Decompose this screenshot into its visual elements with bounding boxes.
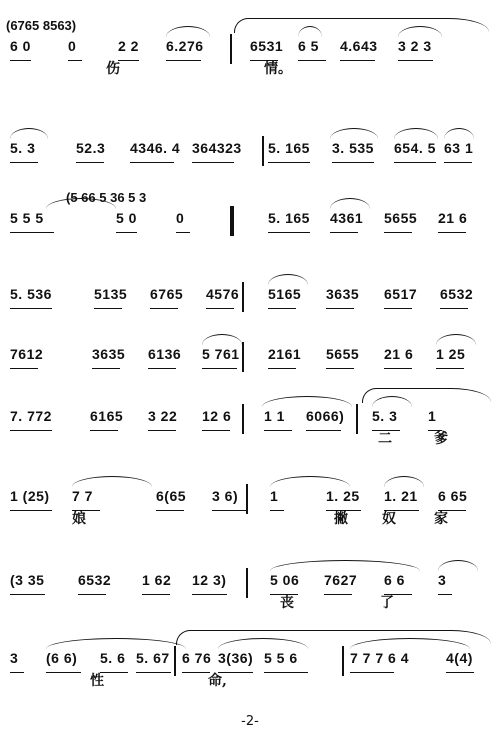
note-group: 5655 [326,346,360,362]
note-group: 7 7 [72,488,93,504]
note-group: 5. 536 [10,286,52,302]
instrumental-intro: (5 66 5 36 5 3 [66,190,147,205]
note-group: 6531 [250,38,284,54]
lyrics-row [6,58,494,76]
beat-underline [10,308,52,309]
beat-underline [330,232,358,233]
lyric-char: 性 [90,673,104,689]
beat-underline [384,232,412,233]
score-line [6,182,494,248]
note-group: 5. 3 [10,140,36,156]
note-group: 2 2 [118,38,139,54]
beat-underline [130,162,174,163]
lyric-char: 家 [434,511,448,527]
beat-underline [332,162,374,163]
notation-row [6,286,494,308]
notation-row [6,140,494,162]
note-group: 6136 [148,346,182,362]
slur-mark [444,128,474,139]
notation-row [6,408,494,430]
beat-underline [192,162,234,163]
note-group: 5. 165 [268,140,310,156]
beat-underline [150,308,178,309]
note-group: 5 5 6 [264,650,298,666]
slur-mark [72,476,152,487]
note-group: 5. 6 [100,650,126,666]
lyric-char: 二 [378,431,392,447]
score-line [6,112,494,178]
slur-mark [262,396,352,407]
beat-underline [384,368,412,369]
note-group: 4576 [206,286,240,302]
bar-line [242,342,244,372]
note-group: 4346. 4 [130,140,181,156]
note-group: 3635 [92,346,126,362]
note-group: 7627 [324,572,358,588]
beat-underline [268,162,310,163]
note-group: 5 761 [202,346,240,362]
phrase-slur [362,388,491,403]
beat-underline [148,368,176,369]
note-group: 0 [176,210,185,226]
note-group: 21 6 [438,210,468,226]
slur-mark [438,560,478,571]
note-group: 6066) [306,408,345,424]
note-group: 6532 [440,286,474,302]
beat-underline [268,368,296,369]
note-group: 21 6 [384,346,414,362]
score-line [6,544,494,610]
note-group: 5 0 [116,210,137,226]
note-group: 5. 165 [268,210,310,226]
lyric-char: 命, [208,673,227,689]
note-group: 0 [68,38,77,54]
lyrics-row [6,592,494,610]
note-group: 1 25 [436,346,466,362]
slur-mark [202,334,242,345]
score-line [6,258,494,324]
beat-underline [268,232,310,233]
note-group: 6 5 [298,38,319,54]
note-group: 6 0 [10,38,31,54]
beat-underline [436,368,464,369]
slur-mark [330,128,378,139]
slur-mark [268,274,308,285]
notation-row [6,572,494,594]
notation-row [6,650,494,672]
note-group: 6(65 [156,488,187,504]
lyrics-row [6,428,494,446]
beat-underline [444,162,472,163]
beat-underline [206,308,234,309]
note-group: 3 [10,650,19,666]
note-group: 3635 [326,286,360,302]
note-group: (6 6) [46,650,78,666]
note-group: 4.643 [340,38,378,54]
note-group: 3 2 3 [398,38,432,54]
note-group: 5. 67 [136,650,170,666]
beat-underline [394,162,436,163]
slur-mark [384,476,424,487]
bar-line [262,136,264,166]
lyric-char: 撇 [334,511,348,527]
lyric-char: 娘 [72,511,86,527]
lyrics-row [6,508,494,526]
slur-mark [436,334,476,345]
notation-row [6,346,494,368]
note-group: 12 6 [202,408,232,424]
beat-underline [202,368,237,369]
note-group: 364323 [192,140,242,156]
lyric-char: 伤 [106,61,120,77]
note-group: 3 [438,572,447,588]
note-group: 3(36) [218,650,254,666]
note-group: 5. 3 [372,408,398,424]
beat-underline [92,368,120,369]
page-number: -2- [241,714,259,729]
note-group: 7612 [10,346,44,362]
score-line [6,10,494,76]
note-group: 5135 [94,286,128,302]
note-group: 3 6) [212,488,239,504]
note-group: 5 5 5 [10,210,44,226]
note-group: 6 6 [384,572,405,588]
beat-underline [326,308,354,309]
lyric-char: 丧 [280,595,294,611]
note-group: 6 76 [182,650,212,666]
score-line [6,622,494,688]
bar-line [232,206,234,236]
note-group: 1. 25 [326,488,360,504]
lyric-char: 了 [380,595,394,611]
note-group: 1 1 [264,408,285,424]
slur-mark [270,560,420,571]
score-line [6,318,494,384]
beat-underline [10,232,54,233]
slur-mark [166,26,210,37]
note-group: 6532 [78,572,112,588]
score-line [6,460,494,526]
score-line [6,380,494,446]
slur-mark [330,198,370,209]
note-group: 1 [270,488,279,504]
note-group: 6765 [150,286,184,302]
beat-underline [10,162,38,163]
slur-mark [270,476,350,487]
note-group: 2161 [268,346,302,362]
note-group: 1. 21 [384,488,418,504]
slur-mark [394,128,438,139]
beat-underline [438,232,466,233]
slur-mark [10,128,48,139]
beat-underline [268,308,296,309]
note-group: 6517 [384,286,418,302]
note-group: 1 [428,408,437,424]
lyric-char: 爹 [434,431,448,447]
lyrics-row [6,670,494,688]
lyric-char: 奴 [382,511,396,527]
beat-underline [116,232,137,233]
notation-row [6,210,494,232]
note-group: 12 3) [192,572,227,588]
lyric-char: 情。 [264,61,292,77]
note-group: 3 22 [148,408,178,424]
note-group: 3. 535 [332,140,374,156]
beat-underline [76,162,104,163]
note-group: 6 65 [438,488,468,504]
note-group: 4(4) [446,650,473,666]
note-group: 1 62 [142,572,172,588]
phrase-slur [234,18,489,33]
instrumental-intro: (6765 8563) [6,18,77,33]
notation-row [6,38,494,60]
beat-underline [384,308,412,309]
beat-underline [440,308,468,309]
note-group: 654. 5 [394,140,436,156]
beat-underline [326,368,354,369]
beat-underline [94,308,122,309]
note-group: 63 1 [444,140,474,156]
note-group: 5 06 [270,572,300,588]
bar-line [242,282,244,312]
slur-mark [46,638,186,649]
note-group: 5655 [384,210,418,226]
note-group: 5165 [268,286,302,302]
note-group: 7. 772 [10,408,52,424]
beat-underline [176,232,190,233]
note-group: 6165 [90,408,124,424]
notation-row [6,488,494,510]
beat-underline [10,368,38,369]
note-group: 52.3 [76,140,106,156]
note-group: 1 (25) [10,488,50,504]
note-group: 6.276 [166,38,204,54]
note-group: 7 7 7 6 4 [350,650,409,666]
note-group: 4361 [330,210,364,226]
note-group: (3 35 [10,572,45,588]
phrase-slur [176,630,491,645]
